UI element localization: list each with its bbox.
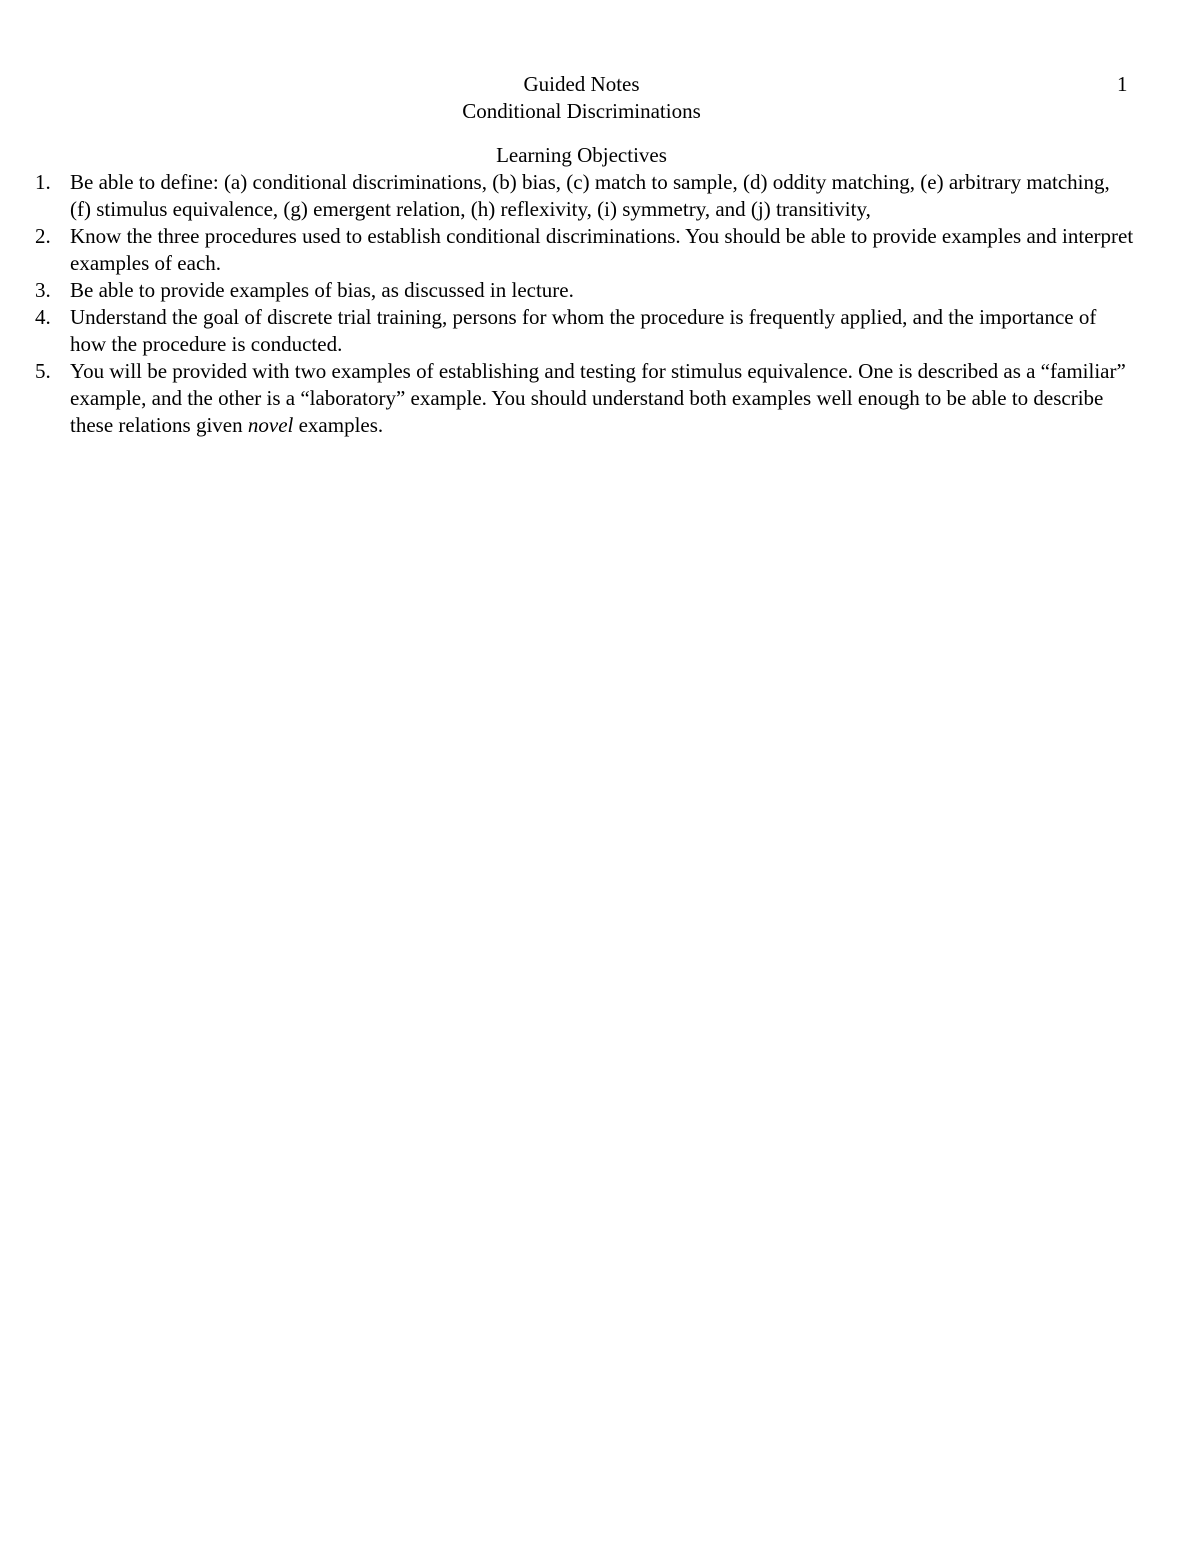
- section-heading: Learning Objectives: [496, 143, 667, 167]
- objective-number: 1.: [35, 170, 51, 194]
- document-title: Guided Notes: [523, 72, 640, 96]
- objective-item: [35, 277, 1135, 304]
- objective-number: 3.: [35, 278, 51, 302]
- objective-text-before: You will be provided with two examples of establishing and testing for stimulus equivalence. One is described as a “familiar” example, and the other is a “laboratory” example. You should understand both examples well enough to be able to describe these relations given: [70, 359, 1126, 437]
- objective-text-emphasis: novel: [247, 413, 294, 437]
- objective-item: [35, 304, 1135, 358]
- objective-number: 2.: [35, 224, 51, 248]
- objective-text: Understand the goal of discrete trial training, persons for whom the procedure is frequently applied, and the importance of how the procedure is conducted.: [70, 305, 1097, 356]
- objective-item: [35, 358, 1135, 439]
- objective-item: [35, 169, 1135, 223]
- objective-text-after: examples.: [293, 413, 384, 437]
- page-number: 1: [1117, 72, 1128, 96]
- objective-text: Be able to provide examples of bias, as discussed in lecture.: [70, 278, 574, 302]
- objective-number: 4.: [35, 305, 51, 329]
- objective-text: Be able to define: (a) conditional discriminations, (b) bias, (c) match to sample, (d) oddity matching, (e) arbitrary matching, (f) stimulus equivalence, (g) emergent relation, (h) reflexivity, (i) symmetry, and (j) transitivity,: [70, 170, 1110, 221]
- objective-text: Know the three procedures used to establish conditional discriminations. You should be able to provide examples and interpret examples of each.: [70, 224, 1134, 275]
- objective-item: [35, 223, 1135, 277]
- objective-number: 5.: [35, 359, 51, 383]
- document-subtitle: Conditional Discriminations: [462, 99, 701, 123]
- objectives-list: [35, 169, 1135, 439]
